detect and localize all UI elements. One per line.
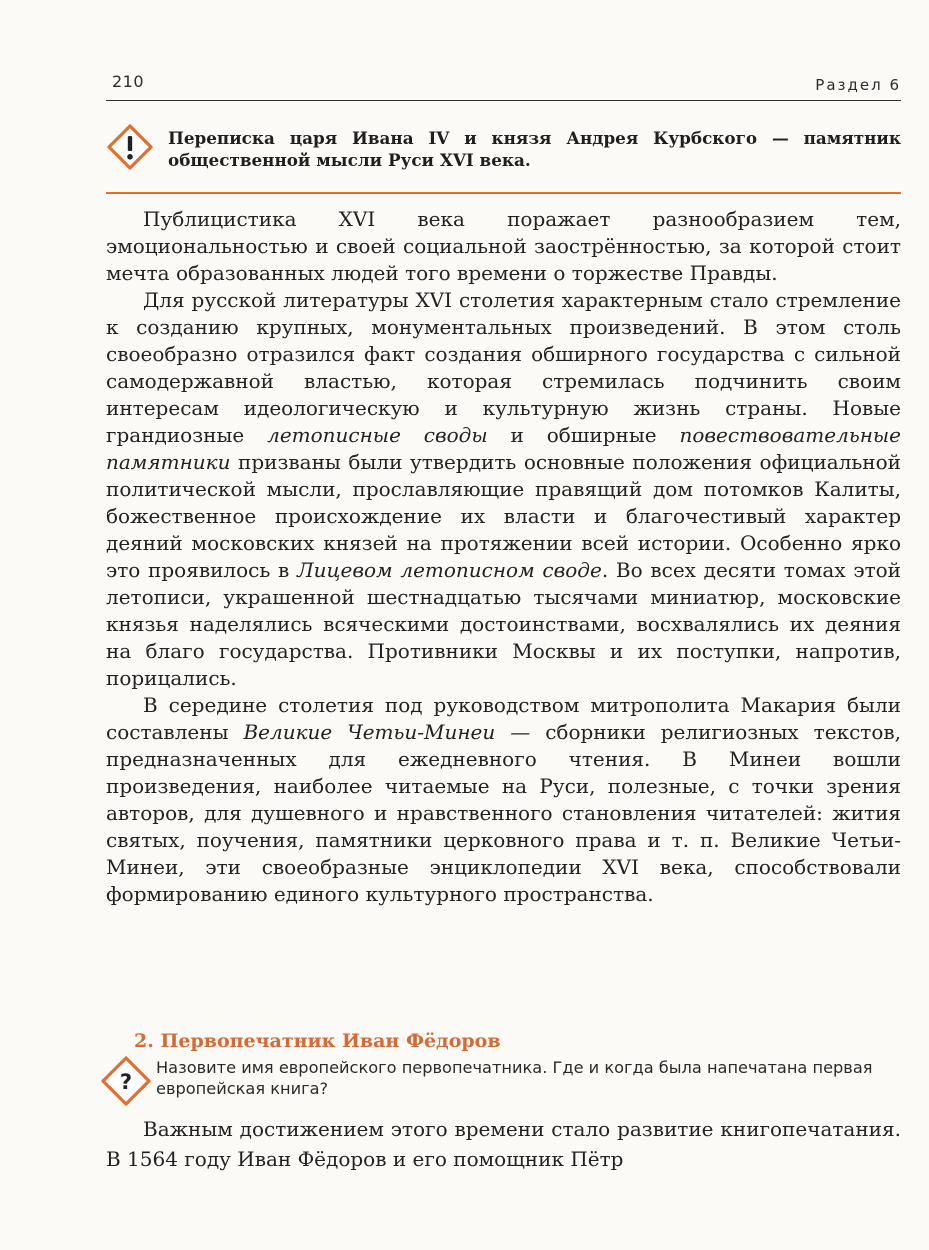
continuation-text bbox=[106, 1114, 901, 1174]
question-text: Назовите имя европейского первопечатника. Где и когда была напечатана первая европейская книга? bbox=[156, 1058, 873, 1098]
paragraph-monumental-works bbox=[106, 287, 901, 692]
running-header bbox=[106, 60, 901, 101]
paragraph-book-printing: Важным достижением этого времени стало развитие книгопечатания. В 1564 году Иван Фёдоров и его помощник Пётр bbox=[106, 1117, 901, 1171]
paragraph-text: и обширные bbox=[487, 423, 680, 447]
paragraph-cheti-minei bbox=[106, 692, 901, 908]
italic-term: летописные своды bbox=[267, 423, 488, 447]
callout-text: Переписка царя Ивана IV и князя Андрея Курбского — памятник общественной мысли Руси XVI века. bbox=[168, 128, 901, 170]
paragraph-text: Для русской литературы XVI столетия характерным стало стремление к созданию крупных, монументальных произведений. В этом столь своеобразно отразился факт создания обширного государства с сильной самодержавной властью, которая стремилась подчинить своим интересам идеологическую и культурную жизнь страны. Новые грандиозные bbox=[106, 288, 901, 447]
section-heading: 2. Первопечатник Иван Фёдоров bbox=[134, 1029, 501, 1052]
section-label: Раздел 6 bbox=[815, 76, 901, 94]
question-block bbox=[100, 1055, 901, 1109]
key-idea-callout bbox=[106, 120, 901, 194]
paragraph-publicism: Публицистика XVI века поражает разнообразием тем, эмоциональностью и своей социальной заострённостью, за которой стоит мечта образованных людей того времени о торжестве Правды. bbox=[106, 207, 901, 285]
page-number: 210 bbox=[112, 72, 145, 91]
paragraph-text: . Во всех десяти томах этой летописи, украшенной шестнадцатью тысячами миниатюр, московские князья наделялись всяческими достоинствами, восхвалялись их деяния на благо государства. Противники Москвы и их поступки, напротив, порицались. bbox=[106, 558, 902, 690]
italic-term: повествовательные памятники bbox=[106, 423, 902, 474]
paragraph-text: — сборники религиозных текстов, предназначенных для ежедневного чтения. В Минеи вошли произведения, наиболее читаемые на Руси, полезные, с точки зрения авторов, для душевного и нравственного становления читателей: жития святых, поучения, памятники церковного права и т. п. Великие Четьи-Минеи, эти своеобразные энциклопедии XVI века, способствовали формированию единого культурного пространства. bbox=[106, 720, 901, 906]
svg-text:?: ? bbox=[119, 1070, 133, 1094]
exclamation-icon bbox=[106, 123, 154, 171]
italic-term: Великие Четьи-Минеи bbox=[243, 720, 496, 744]
italic-term: Лицевом летописном своде bbox=[296, 558, 602, 582]
paragraph-text: В середине столетия под руководством митрополита Макария были составлены bbox=[106, 693, 901, 744]
main-text bbox=[106, 206, 901, 908]
paragraph-text: призваны были утвердить основные положения официальной политической мысли, прославляющие правящий дом потомков Калиты, божественное происхождение их власти и благочестивый характер деяний московских князей на протяжении всей истории. Особенно ярко это проявилось в bbox=[106, 450, 901, 582]
question-icon bbox=[100, 1055, 152, 1107]
